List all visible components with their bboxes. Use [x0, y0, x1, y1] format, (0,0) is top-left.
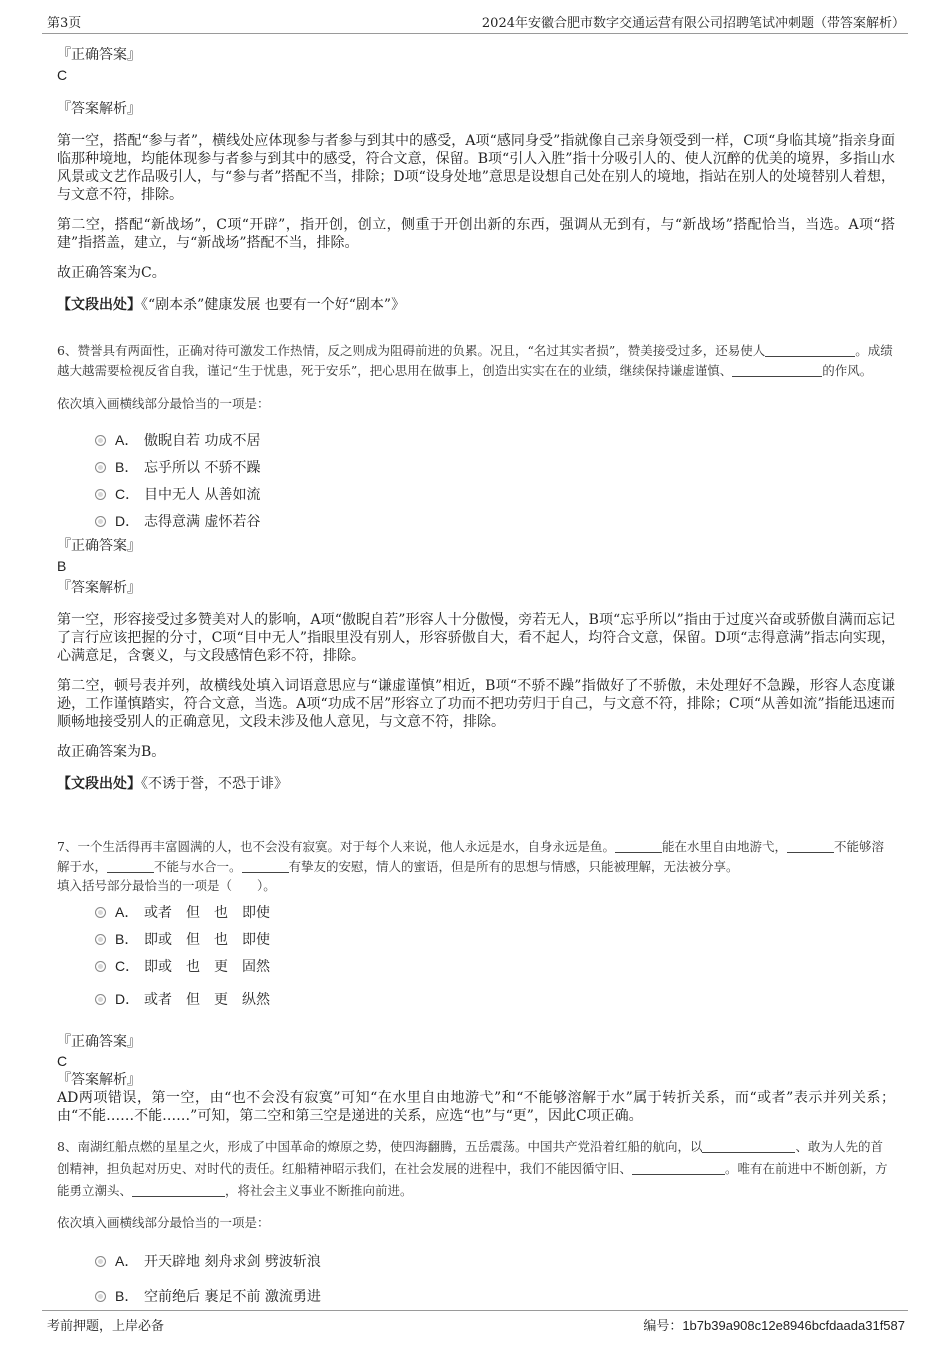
radio-icon[interactable] [95, 1256, 106, 1267]
correct-answer-label: 『正确答案』 [57, 538, 141, 554]
radio-icon[interactable] [95, 435, 106, 446]
source-label: 【文段出处】 [57, 297, 141, 313]
option-d[interactable]: D． 志得意满 虚怀若谷 [57, 512, 895, 531]
option-a[interactable]: A． 傲睨自若 功成不居 [57, 431, 895, 450]
correct-answer-label: 『正确答案』 [57, 1034, 141, 1050]
option-a[interactable]: A． 开天辟地 刻舟求剑 劈波斩浪 [57, 1252, 895, 1271]
analysis-label: 『答案解析』 [57, 580, 141, 596]
page-header [0, 0, 950, 34]
document-id: 编号：1b7b39a908c12e8946bcfdaada31f587 [643, 1318, 905, 1334]
source-text: 《“剧本杀”健康发展 也要有一个好“剧本”》 [141, 297, 406, 313]
question-8 [57, 1136, 895, 1306]
option-c[interactable]: C． 即或 也 更 固然 [57, 957, 895, 976]
page-number: 第3页 [47, 16, 82, 31]
analysis-label: 『答案解析』 [57, 101, 141, 117]
question-7 [57, 837, 895, 1125]
fill-blank [765, 344, 855, 357]
question-instruction: 依次填入画横线部分最恰当的一项是： [57, 396, 270, 411]
options-list [57, 431, 895, 531]
question-stem: 7、一个生活得再丰富圆满的人，也不会没有寂寞。对于每个人来说，他人永远是水，自身永远是鱼。 能在水里自由地游弋， 不能够溶解于水， 不能与水合一。 有挚友的安慰，情人的蜜语，但是所有的思想与情感，只能被理解，无法被分享。 [57, 839, 884, 874]
source-citation [57, 775, 895, 793]
correct-answer-value: C [57, 67, 68, 83]
radio-icon[interactable] [95, 961, 106, 972]
radio-icon[interactable] [95, 462, 106, 473]
correct-answer-value: B [57, 558, 67, 574]
question-instruction: 填入括号部分最恰当的一项是（ ）。 [57, 878, 276, 893]
option-a[interactable]: A． 或者 但 也 即使 [57, 903, 895, 922]
fill-blank [702, 1140, 795, 1153]
question-6 [57, 341, 895, 793]
radio-icon[interactable] [95, 516, 106, 527]
question-5-answer-block [57, 46, 895, 314]
fill-blank [132, 1184, 225, 1197]
options-list [57, 903, 895, 1009]
option-d[interactable]: D． 或者 但 更 纵然 [57, 990, 895, 1009]
source-text: 《不诱于誉，不恐于诽》 [141, 776, 288, 792]
radio-icon[interactable] [95, 934, 106, 945]
correct-answer-value: C [57, 1053, 68, 1069]
correct-answer-label: 『正确答案』 [57, 47, 141, 63]
analysis-label: 『答案解析』 [57, 1072, 141, 1088]
footer-divider [42, 1310, 908, 1311]
question-stem: 8、南湖红船点燃的星星之火，形成了中国革命的燎原之势，使四海翻腾，五岳震荡。中国共产党沿着红船的航向，以 、敢为人先的首创精神，担负起对历史、对时代的责任。红船精神昭示我们，在社会发展的进程中，我们不能因循守旧、 。唯有在前进中不断创新，方能勇立潮头、 ，将社会主义事业不断推向前进。 [57, 1139, 888, 1198]
fill-blank [787, 840, 834, 853]
analysis-paragraph: AD两项错误，第一空，由“也不会没有寂寞”可知“在水里自由地游弋”和“不能够溶解于水”属于转折关系，而“或者”表示并列关系；由“不能……不能……”可知，第二空和第三空是递进的关系，应选“也”与“更”，因此C项正确。 [57, 1090, 895, 1124]
fill-blank [615, 840, 662, 853]
conclusion: 故正确答案为B。 [57, 744, 166, 760]
option-b[interactable]: B． 忘乎所以 不骄不躁 [57, 458, 895, 477]
question-stem: 6、赞誉具有两面性，正确对待可激发工作热情，反之则成为阻碍前进的负累。况且，“名过其实者损”，赞美接受过多，还易使人 。成绩越大越需要检视反省自我，谨记“生于忧患，死于安乐”，把心思用在做事上，创造出实实在在的业绩，继续保持谦虚谨慎、 的作风。 [57, 343, 893, 378]
option-c[interactable]: C． 目中无人 从善如流 [57, 485, 895, 504]
analysis-paragraph: 第一空，搭配“参与者”，横线处应体现参与者参与到其中的感受，A项“感同身受”指就像自己亲身领受到一样，C项“身临其境”指亲身面临那种境地，均能体现参与者参与到其中的感受，符合文意，保留。B项“引人入胜”指十分吸引人的、使人沉醉的优美的境界，多指山水风景或文艺作品吸引人，与“参与者”搭配不当，排除；D项“设身处地”意思是设想自己处在别人的境地，指站在别人的处境替别人着想，与文意不符，排除。 [57, 133, 895, 203]
question-instruction: 依次填入画横线部分最恰当的一项是： [57, 1215, 270, 1230]
conclusion: 故正确答案为C。 [57, 265, 166, 281]
radio-icon[interactable] [95, 1291, 106, 1302]
radio-icon[interactable] [95, 489, 106, 500]
analysis-paragraph: 第二空，搭配“新战场”，C项“开辟”，指开创，创立，侧重于开创出新的东西，强调从无到有，与“新战场”搭配恰当，当选。A项“搭建”指搭盖，建立，与“新战场”搭配不当，排除。 [57, 217, 895, 251]
fill-blank [632, 1162, 725, 1175]
footer-slogan: 考前押题，上岸必备 [47, 1319, 165, 1334]
option-b[interactable]: B． 即或 但 也 即使 [57, 930, 895, 949]
radio-icon[interactable] [95, 994, 106, 1005]
source-citation [57, 296, 895, 314]
fill-blank [242, 860, 289, 873]
analysis-paragraph: 第二空，顿号表并列，故横线处填入词语意思应与“谦虚谨慎”相近，B项“不骄不躁”指做好了不骄傲，未处理好不急躁，形容人态度谦逊，工作谨慎踏实，符合文意，当选。A项“功成不居”形容立了功而不把功劳归于自己，与文意不符，排除；C项“从善如流”指能迅速而顺畅地接受别人的正确意见，文段未涉及他人意见，与文意不符，排除。 [57, 678, 895, 730]
fill-blank [107, 860, 154, 873]
header-divider [42, 33, 908, 34]
analysis-paragraph: 第一空，形容接受过多赞美对人的影响，A项“傲睨自若”形容人十分傲慢，旁若无人，B项“忘乎所以”指由于过度兴奋或骄傲自满而忘记了言行应该把握的分寸，C项“目中无人”指眼里没有别人，形容骄傲自大，看不起人，均符合文意，保留。D项“志得意满”指志向实现，心满意足，含褒义，与文段感情色彩不符，排除。 [57, 612, 895, 664]
source-label: 【文段出处】 [57, 776, 141, 792]
document-title: 2024年安徽合肥市数字交通运营有限公司招聘笔试冲刺题（带答案解析） [481, 16, 905, 31]
radio-icon[interactable] [95, 907, 106, 918]
options-list [57, 1252, 895, 1306]
option-b[interactable]: B． 空前绝后 裹足不前 激流勇进 [57, 1287, 895, 1306]
fill-blank [732, 364, 822, 377]
